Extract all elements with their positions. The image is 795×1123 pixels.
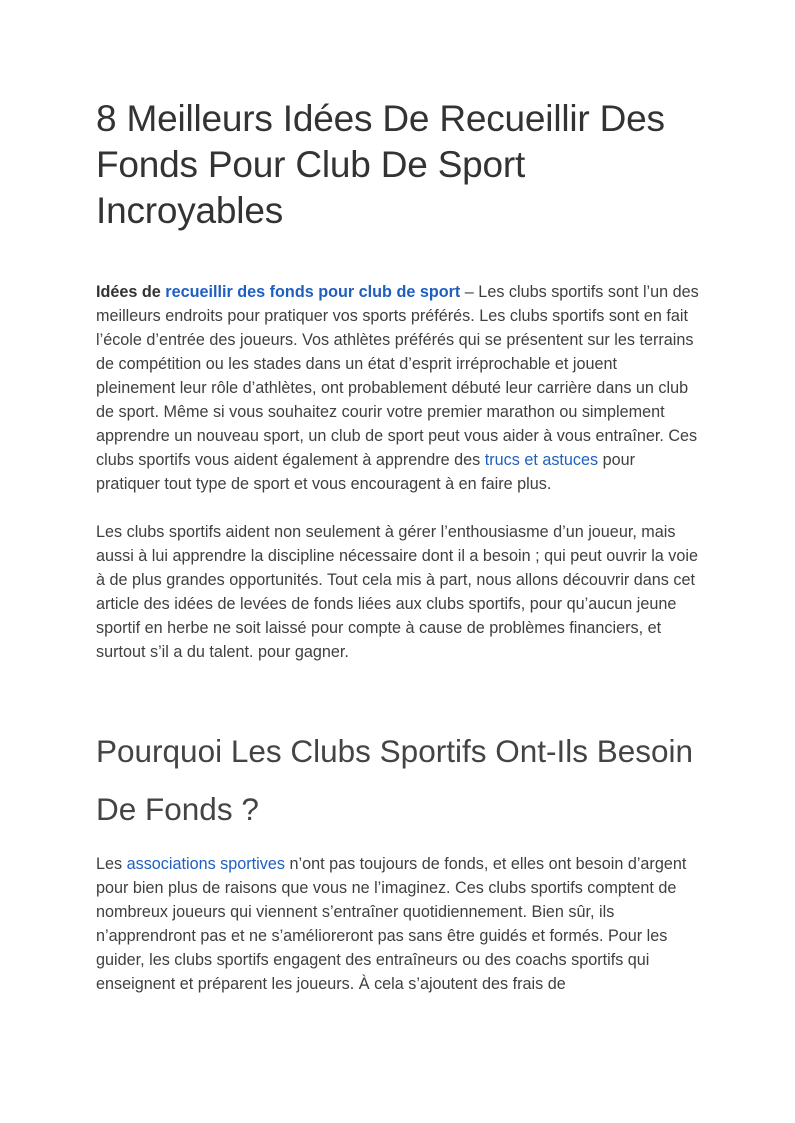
section-text: n’ont pas toujours de fonds, et elles ont besoin d’argent pour bien plus de raisons que vous ne l’imaginez. Ces clubs sportifs comptent de nombreux joueurs qui viennent s’entraîner quotidiennement. Bien sûr, ils n’apprendront pas et ne s’amélioreront pas sans être guidés et formés. Pour les guider, les clubs sportifs engagent des entraîneurs ou des coachs sportifs qui enseignent et préparent les joueurs. À cela s’ajoutent des frais de — [96, 855, 687, 993]
document-page — [96, 96, 700, 996]
intro-text: – Les clubs sportifs sont l’un des meilleurs endroits pour pratiquer vos sports préférés. Les clubs sportifs sont en fait l’école d’entrée des joueurs. Vos athlètes préférés qui se présentent sur les terrains de compétition ou les stades dans un état d’esprit irréprochable et jouent pleinement leur rôle d’athlètes, ont probablement débuté leur carrière dans un club de sport. Même si vous souhaitez courir votre premier marathon ou simplement apprendre un nouveau sport, un club de sport peut vous aider à vous entraîner. Ces clubs sportifs vous aident également à apprendre des — [96, 283, 699, 469]
fundraising-link[interactable]: recueillir des fonds pour club de sport — [165, 283, 461, 301]
second-paragraph: Les clubs sportifs aident non seulement à gérer l’enthousiasme d’un joueur, mais aussi à lui apprendre la discipline nécessaire dont il a besoin ; qui peut ouvrir la voie à de plus grandes opportunités. Tout cela mis à part, nous allons découvrir dans cet article des idées de levées de fonds liées aux clubs sportifs, pour qu’aucun jeune sportif en herbe ne soit laissé pour compte à cause de problèmes financiers, et surtout s’il a du talent. pour gagner. — [96, 523, 698, 661]
tips-tricks-link[interactable]: trucs et astuces — [484, 451, 599, 469]
section-heading: Pourquoi Les Clubs Sportifs Ont-Ils Besoin De Fonds ? — [96, 733, 694, 827]
article-title: 8 Meilleurs Idées De Recueillir Des Fonds Pour Club De Sport Incroyables — [96, 98, 665, 231]
intro-paragraph — [96, 280, 700, 496]
section-paragraph — [96, 852, 700, 996]
intro-text-end: pour pratiquer tout type de sport et vous encouragent à en faire plus. — [96, 451, 636, 493]
sports-associations-link[interactable]: associations sportives — [126, 855, 285, 873]
section-text-start: Les — [96, 855, 127, 873]
intro-lead-bold: Idées de — [96, 283, 166, 301]
